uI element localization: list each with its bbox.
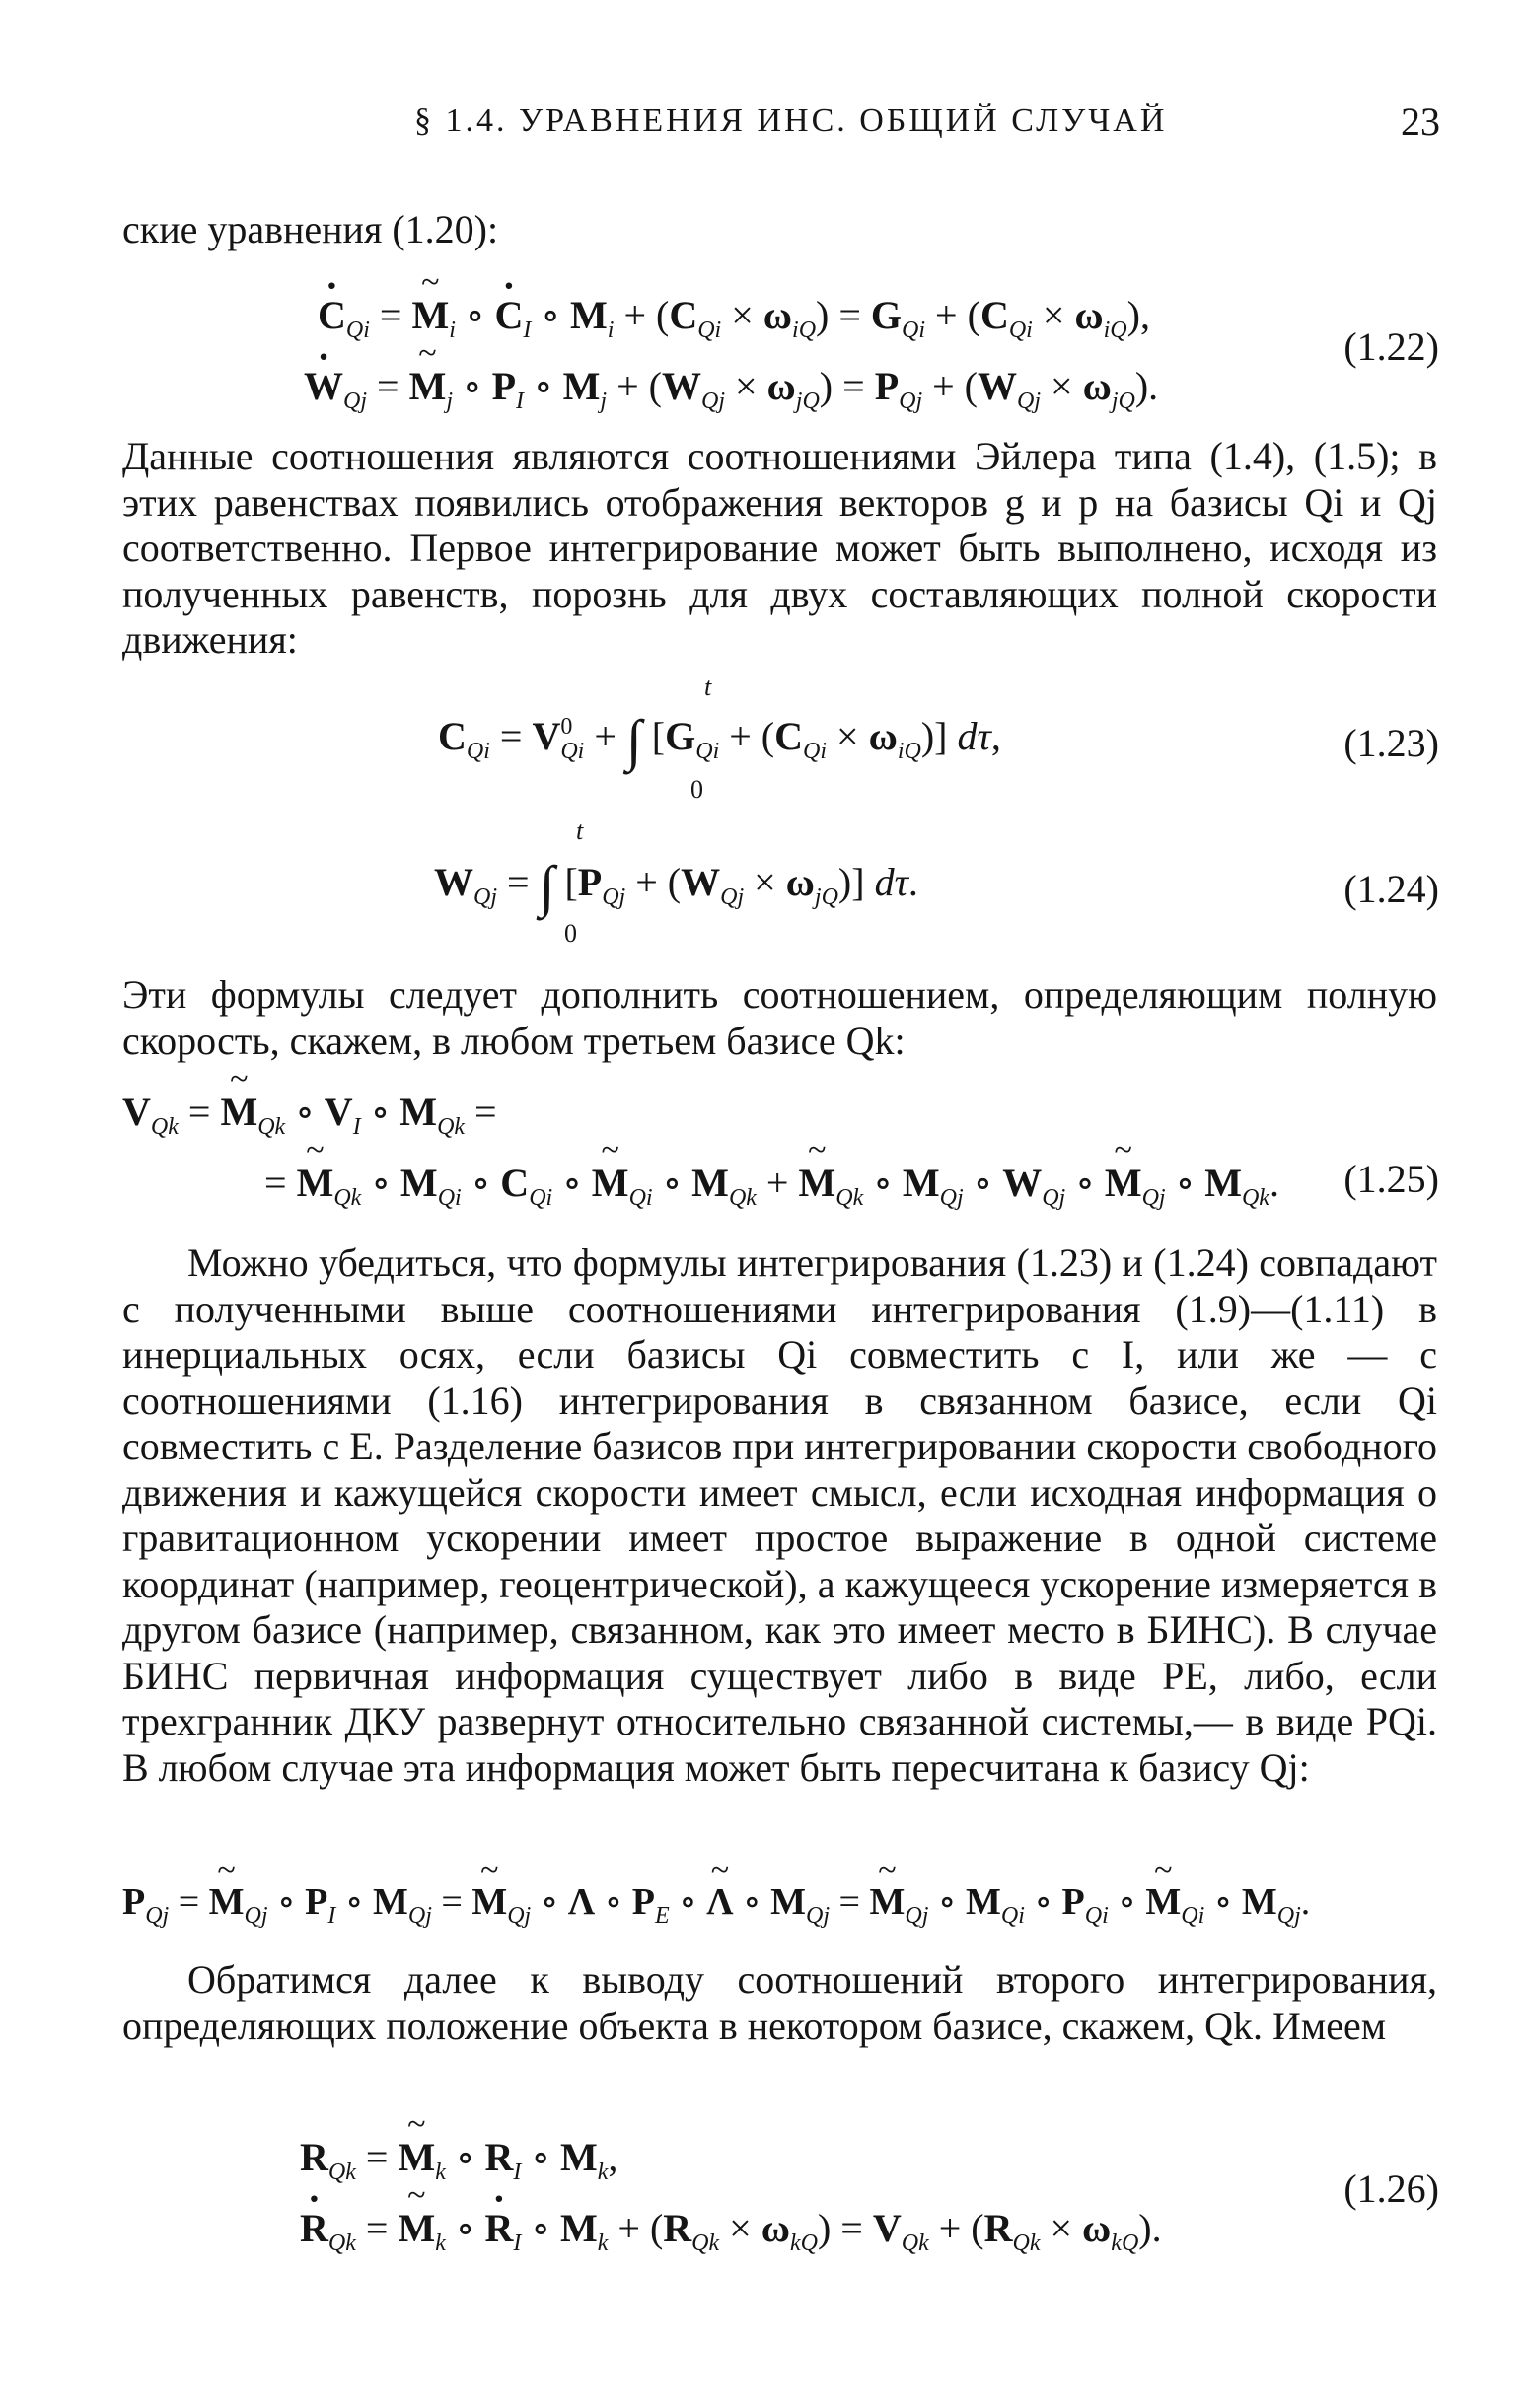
paragraph-euler: Данные соотношения являются соотношениями Эйлера типа (1.4), (1.5); в этих равенствах появились отображения векторов g и p на базисы Qi и Qj соответственно. Первое интегрирование может быть выполнено, исходя из полученных равенств, порознь для двух составляющих полной скорости движения:: [122, 434, 1437, 662]
intro-line: ские уравнения (1.20):: [122, 207, 499, 251]
integral-upper-limit: t: [704, 673, 712, 701]
running-title: § 1.4. УРАВНЕНИЯ ИНС. ОБЩИЙ СЛУЧАЙ: [414, 103, 1168, 139]
equation-number-1-24: (1.24): [1343, 867, 1439, 911]
page-header: [118, 100, 1440, 152]
equation-number-1-26: (1.26): [1343, 2166, 1439, 2211]
equation-number-1-23: (1.23): [1343, 721, 1439, 765]
paragraph-integration-bases: Можно убедиться, что формулы интегрирования (1.23) и (1.24) совпадают с полученными выше соотношениями интегрирования (1.9)—(1.11) в инерциальных осях, если базисы Qi совместить с I, или же — с соотношениями (1.16) интегрирования в связанном базисе, если Qi совместить с E. Разделение базисов при интегрировании скорости свободного движения и кажущейся скорости имеет смысл, если исходная информация о гравитационном ускорении имеет простое выражение в одной системе координат (например, геоцентрической), а кажущееся ускорение измеряется в другом базисе (например, связанном, как это имеет место в БИНС). В случае БИНС первичная информация существует либо в виде PE, либо, если трехгранник ДКУ развернут относительно связанной системы,— в виде PQi. В любом случае эта информация может быть пересчитана к базису Qj:: [122, 1240, 1437, 1790]
integral-upper-limit: t: [576, 816, 584, 845]
page-number: 23: [1401, 100, 1440, 144]
equation-1-25-line-2: = ~ $M_{Qk}$ ∘ $M_{Qi}$ ∘ $C_{Qi}$ ∘ ~ $M_{Qi}$ ∘ $M_{Qk}$ + ~ $M_{Qk}$ ∘ $M_{Qj}$ ∘ $W_{Qj}$ ∘ ~ $M_{Qj}$ ∘ $M_{Qk}$.: [264, 1164, 1279, 1203]
equation-number-1-22: (1.22): [1343, 324, 1439, 369]
equation-number-1-25: (1.25): [1343, 1157, 1439, 1201]
equation-1-26-line-1: $R_{Qk}$ = ~ $M_k$ ∘ $R_I$ ∘ $M_k$,: [300, 2138, 617, 2177]
equation-1-23: $C_{Qi} = V^0_{Qi}$ + ∫ $[G_{Qi} + (C_{Qi} \times \omega_{iQ})]$ dτ,: [438, 708, 1001, 772]
paragraph-third-basis: Эти формулы следует дополнить соотношением, определяющим полную скорость, скажем, в любом третьем базисе Qk:: [122, 972, 1437, 1063]
equation-1-24: $W_{Qj}$ = ∫ $[P_{Qj} + (W_{Qj} \times \omega_{jQ})]$ dτ.: [434, 854, 918, 918]
equation-p-qj: $P_{Qj}$ = ~ $M_{Qj}$ ∘ $P_I$ ∘ $M_{Qj}$ = ~ $M_{Qj}$ ∘ Λ ∘ $P_E$ ∘ ~ Λ ∘ $M_{Qj}$ = ~ $M_{Qj}$ ∘ $M_{Qi}$ ∘ $P_{Qi}$ ∘ ~ $M_{Qi}$ ∘ $M_{Qj}$.: [122, 1883, 1310, 1921]
equation-1-22-line-2: · $W_{Qj}$ = ~ $M_j$ ∘ $P_I$ ∘ $M_j + (W_{Qj} \times \omega_{jQ}) = P_{Qj} + (W_{Qj} \times \omega_{jQ})$.: [304, 367, 1158, 406]
equation-1-25-line-1: $V_{Qk}$ = ~ $M_{Qk}$ ∘ $V_I$ ∘ $M_{Qk}$ =: [122, 1093, 497, 1132]
integral-lower-limit: 0: [564, 919, 577, 948]
integral-lower-limit: 0: [690, 775, 703, 804]
equation-1-26-line-2: · $R_{Qk}$ = ~ $M_k$ ∘ · $R_I$ ∘ $M_k + (R_{Qk} \times \omega_{kQ}) = V_{Qk} + (R_{Qk} \times \omega_{kQ})$.: [300, 2209, 1162, 2248]
equation-1-22-line-1: · $C_{Qi}$ = ~ $M_i$ ∘ · $C_I$ ∘ $M_i + (C_{Qi} \times \omega_{iQ}) = G_{Qi} + (C_{Qi} \times \omega_{iQ})$,: [318, 296, 1150, 335]
paragraph-second-integration: Обратимся далее к выводу соотношений второго интегрирования, определяющих положение объекта в некотором базисе, скажем, Qk. Имеем: [122, 1957, 1437, 2048]
